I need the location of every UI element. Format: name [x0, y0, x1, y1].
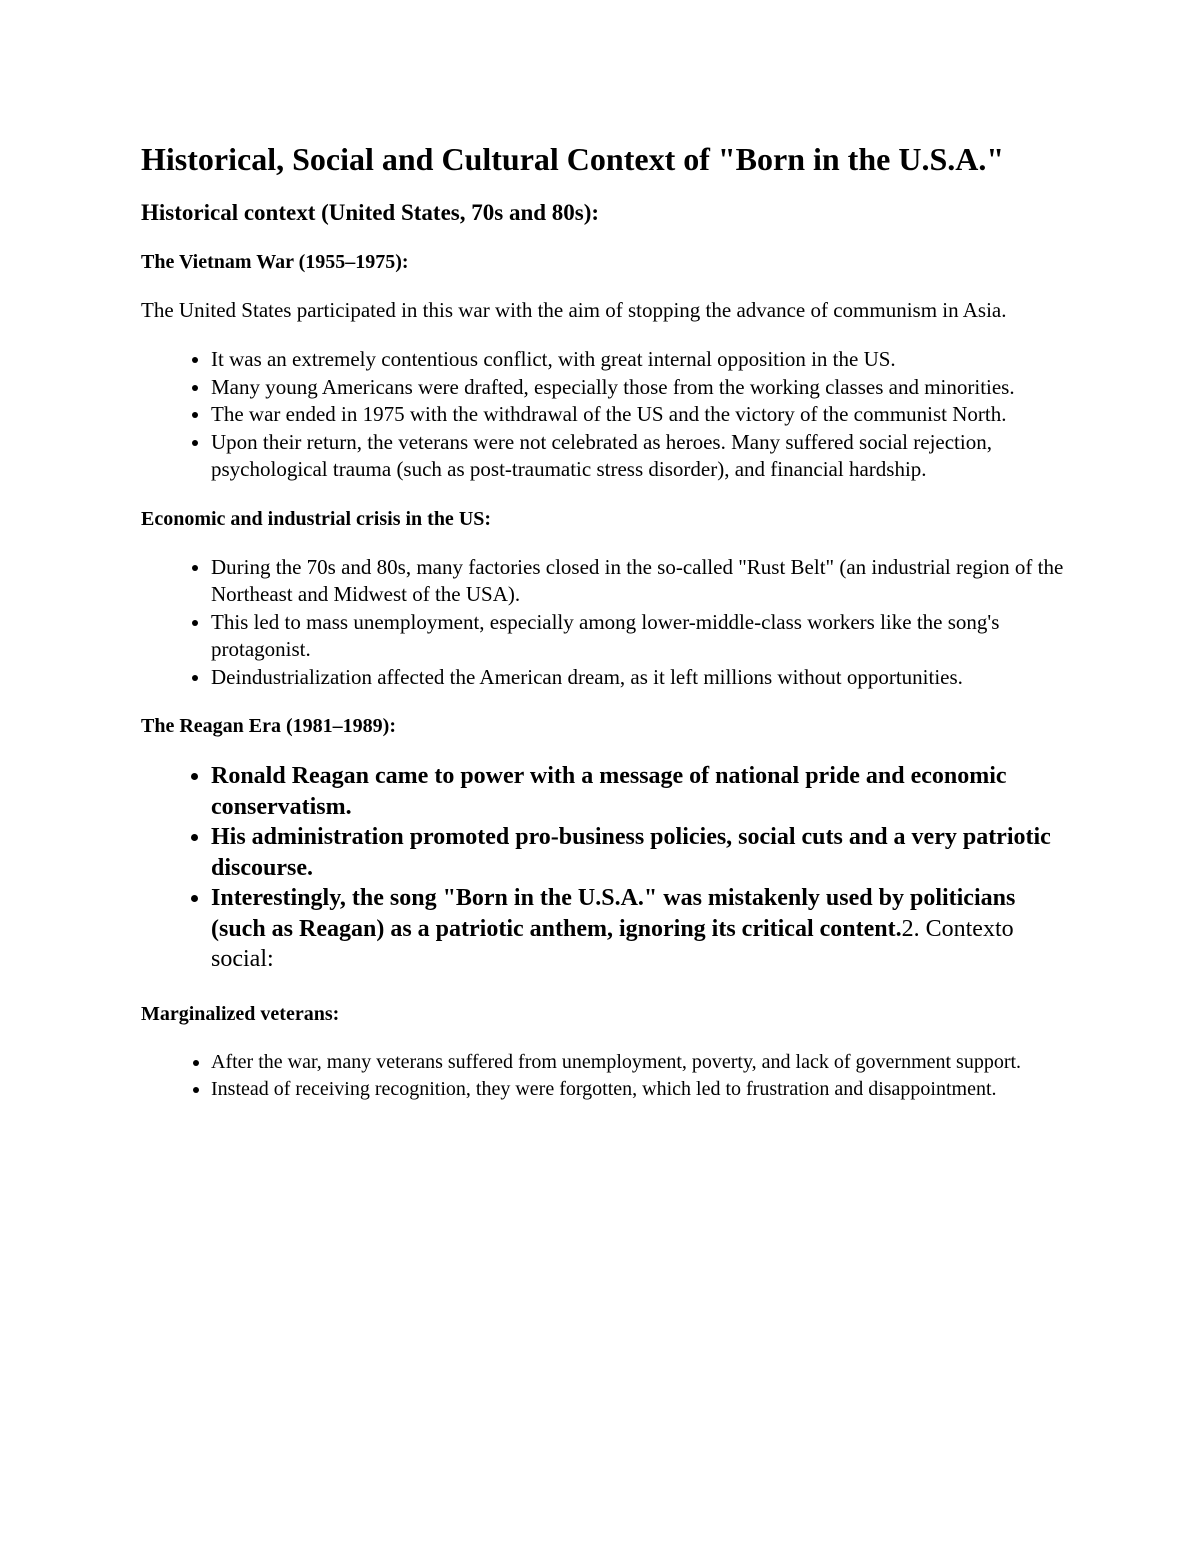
section-heading-historical: Historical context (United States, 70s and 80s):: [141, 200, 600, 225]
document-title: Historical, Social and Cultural Context of "Born in the U.S.A.": [141, 141, 1005, 177]
document-page: [141, 140, 1071, 1125]
list-item: • This led to mass unemployment, especially among lower-middle-class workers like the song's protagonist.: [211, 609, 1071, 664]
list-item: • After the war, many veterans suffered from unemployment, poverty, and lack of government support.: [211, 1049, 1071, 1076]
list-item: • It was an extremely contentious conflict, with great internal opposition in the US.: [211, 346, 1071, 374]
list-item: • Many young Americans were drafted, especially those from the working classes and minorities.: [211, 374, 1071, 402]
list-item: • The war ended in 1975 with the withdrawal of the US and the victory of the communist North.: [211, 401, 1071, 429]
list-item: • Ronald Reagan came to power with a message of national pride and economic conservatism.: [211, 761, 1071, 822]
vietnam-list: [141, 346, 1071, 484]
veterans-list: [141, 1049, 1071, 1103]
vietnam-intro: The United States participated in this war with the aim of stopping the advance of communism in Asia.: [141, 298, 1007, 322]
economic-list: [141, 554, 1071, 692]
list-item: • Deindustrialization affected the American dream, as it left millions without opportunities.: [211, 664, 1071, 692]
list-item: • Upon their return, the veterans were not celebrated as heroes. Many suffered social rejection, psychological trauma (such as post-traumatic stress disorder), and financial hardship.: [211, 429, 1071, 484]
list-item: • During the 70s and 80s, many factories closed in the so-called "Rust Belt" (an industrial region of the Northeast and Midwest of the USA).: [211, 554, 1071, 609]
subheading-vietnam: The Vietnam War (1955–1975):: [141, 251, 409, 273]
subheading-economic: Economic and industrial crisis in the US:: [141, 507, 492, 530]
list-item-bold-text: Interestingly, the song "Born in the U.S.A." was mistakenly used by politicians (such as Reagan) as a patriotic anthem, ignoring its critical content.: [211, 885, 1016, 942]
subheading-veterans: Marginalized veterans:: [141, 1002, 340, 1025]
subheading-reagan: The Reagan Era (1981–1989):: [141, 715, 396, 737]
list-item: • Instead of receiving recognition, they were forgotten, which led to frustration and disappointment.: [211, 1076, 1071, 1103]
list-item-normal-text: 2. Contexto social:: [211, 915, 1014, 972]
list-item: [211, 883, 1071, 975]
list-item: • His administration promoted pro-business policies, social cuts and a very patriotic discourse.: [211, 822, 1071, 883]
reagan-list: [141, 761, 1071, 975]
